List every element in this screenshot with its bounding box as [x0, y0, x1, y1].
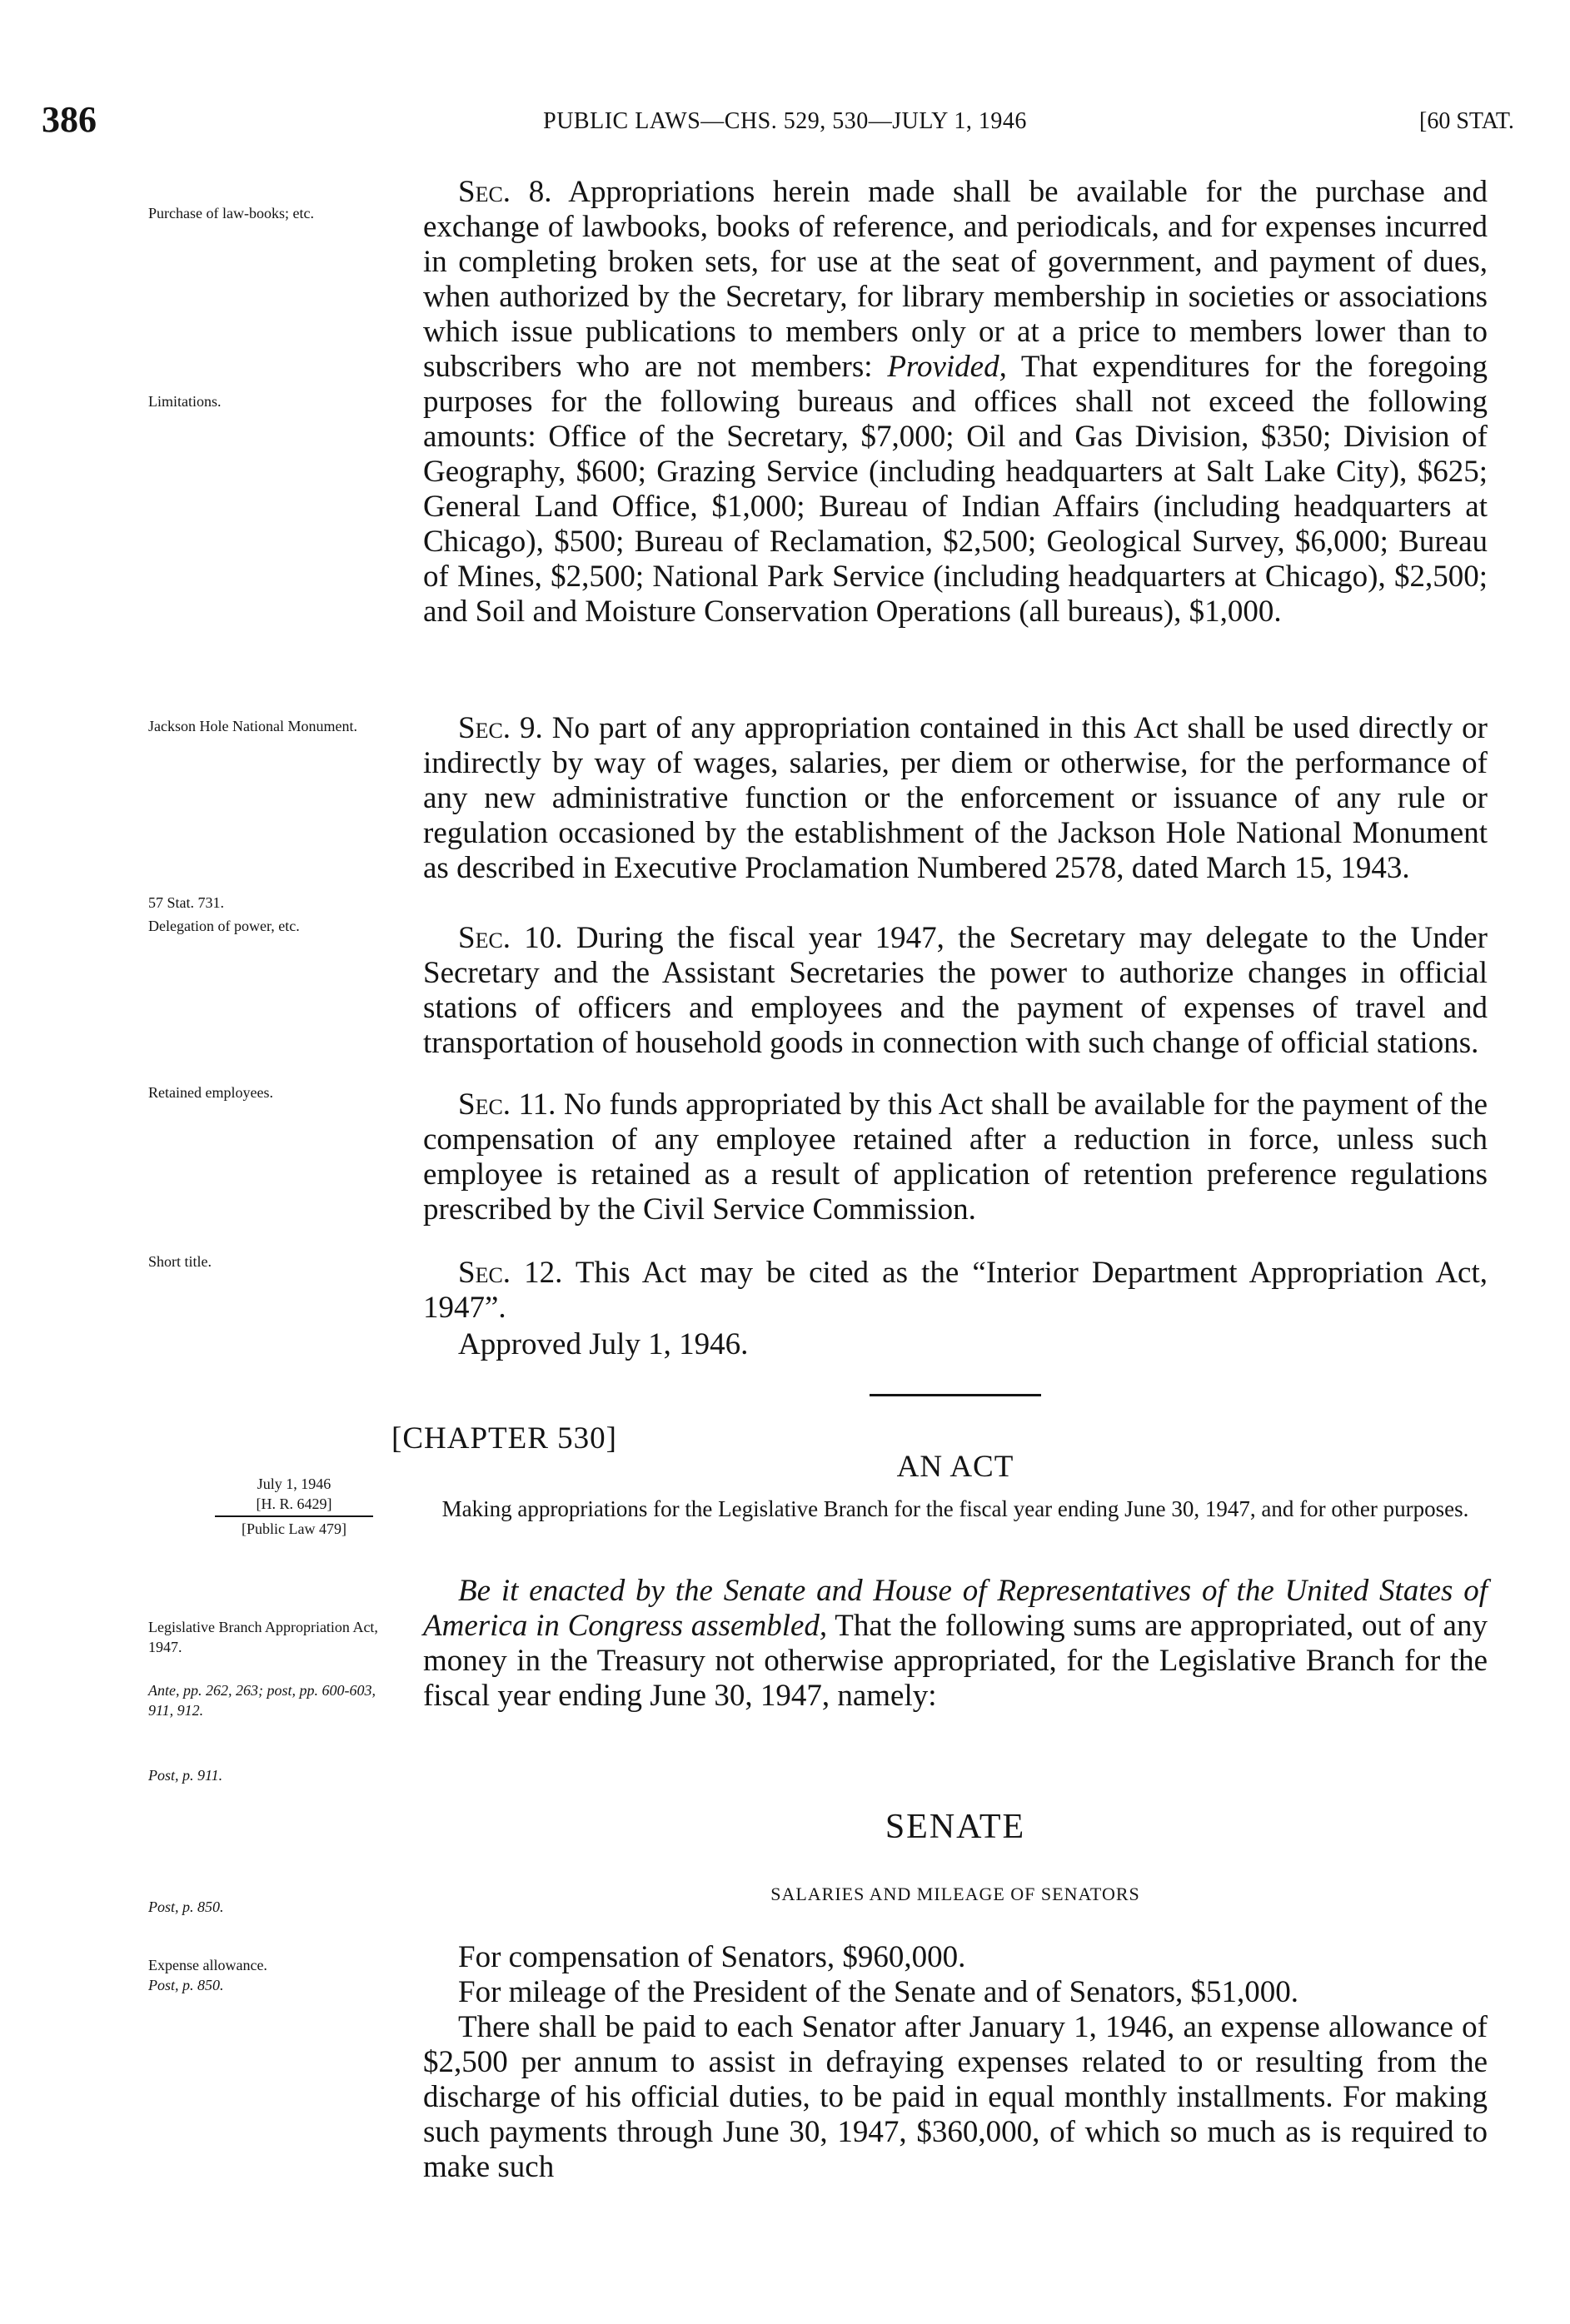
margin-note-post-850: Post, p. 850. — [148, 1899, 224, 1915]
section-11 — [423, 1087, 1488, 1227]
statute-reference: [60 STAT. — [1419, 108, 1514, 134]
senate-para-3: There shall be paid to each Senator after January 1, 1946, an expense allowance of $2,500 per annum to assist in defraying expenses related to or resulting from the discharge of his official duties, to be paid in equal monthly installments. For making such payments through June 30, 1947, $360,000, of which so much as is required to make such — [423, 2010, 1488, 2184]
margin-note-retained: Retained employees. — [148, 1084, 273, 1101]
section-8 — [423, 175, 1488, 630]
margin-note-jackson-hole: Jackson Hole National Monument. — [148, 718, 357, 734]
section-10 — [423, 921, 1488, 1061]
section-12-label: Sec. 12. — [458, 1256, 563, 1290]
section-8-text: Appropriations herein made shall be available for the purchase and exchange of lawbooks, books of reference, and periodicals, and for expenses incurred in completing broken sets, for use at the seat of government, and payment of dues, when authorized by the Secretary, for library membership in societies or associations which issue publications to members only or at a price to members lower than to subscribers who are not members: — [423, 175, 1488, 384]
section-11-label: Sec. 11. — [458, 1087, 556, 1122]
section-8-label: Sec. 8. — [458, 175, 552, 209]
margin-note-post-911: Post, p. 911. — [148, 1767, 223, 1784]
section-9-label: Sec. 9. — [458, 711, 543, 745]
provided-italic: Provided, — [887, 350, 1007, 384]
senate-para-1: For compensation of Senators, $960,000. — [458, 1940, 966, 1974]
margin-rule — [215, 1515, 373, 1517]
margin-note-limitations: Limitations. — [148, 393, 222, 410]
act-title: AN ACT — [896, 1450, 1014, 1484]
section-10-text: During the fiscal year 1947, the Secretary may delegate to the Under Secretary and the Assistant Secretaries the power to authorize changes in official stations of officers and employees and the payment of expenses of travel and transportation of household goods in connection with such change of official stations. — [423, 921, 1488, 1060]
senate-body — [423, 1940, 1488, 2185]
chapter-label: [CHAPTER 530] — [391, 1421, 617, 1456]
margin-note-chapter-bill: [H. R. 6429] — [256, 1495, 332, 1512]
margin-note-chapter-date: July 1, 1946 — [257, 1476, 331, 1492]
section-12 — [423, 1256, 1488, 1326]
section-10-label: Sec. 10. — [458, 921, 563, 955]
running-title: PUBLIC LAWS—CHS. 529, 530—JULY 1, 1946 — [543, 108, 1027, 134]
margin-note-short-title: Short title. — [148, 1253, 212, 1270]
margin-note-purchase: Purchase of law-books; etc. — [148, 205, 314, 221]
page-number: 386 — [42, 99, 97, 140]
approval-line — [423, 1327, 1488, 1362]
section-9-text: No part of any appropriation contained in this Act shall be used directly or indirectly by way of wages, salaries, per diem or otherwise, for the performance of any new administrative function or the enforcement or issuance of any rule or regulation occasioned by the establishment of the Jackson Hole National Monument as described in Executive Proclamation Numbered 2578, dated March 15, 1943. — [423, 711, 1488, 885]
enacting-italic: Be it enacted by the Senate and House of Representatives of the United States of America in Congress assembled, — [423, 1574, 1488, 1643]
margin-note-legislative: Legislative Branch Appropriation Act, 1947. — [148, 1619, 378, 1655]
page-header — [0, 98, 1570, 148]
section-9 — [423, 711, 1488, 886]
act-description: Making appropriations for the Legislative Branch for the fiscal year ending June 30, 1947, and for other purposes. — [441, 1496, 1469, 1521]
margin-note-delegation: Delegation of power, etc. — [148, 918, 300, 934]
enacting-rest: That the following sums are appropriated, out of any money in the Treasury not otherwise appropriated, for the Legislative Branch for the fiscal year ending June 30, 1947, namely: — [423, 1609, 1488, 1713]
margin-note-ante: Ante, pp. 262, 263; post, pp. 600-603, 911, 912. — [148, 1682, 376, 1719]
section-11-text: No funds appropriated by this Act shall be available for the payment of the compensation of any employee retained after a reduction in force, unless such employee is retained as a result of application of retention preference regulations prescribed by the Civil Service Commission. — [423, 1087, 1488, 1227]
approved-text: Approved July 1, 1946. — [458, 1327, 749, 1361]
senate-heading: SENATE — [885, 1808, 1026, 1846]
section-12-text: This Act may be cited as the “Interior Department Appropriation Act, 1947”. — [423, 1256, 1488, 1325]
enacting-clause — [423, 1574, 1488, 1714]
margin-note-expense-allowance: Expense allowance. — [148, 1957, 267, 1973]
section-divider-rule — [870, 1394, 1041, 1396]
margin-note-chapter-law: [Public Law 479] — [242, 1520, 346, 1537]
senate-subheading: SALARIES AND MILEAGE OF SENATORS — [770, 1884, 1140, 1904]
margin-note-post-850-b: Post, p. 850. — [148, 1977, 224, 1993]
section-8-text-continued: That expenditures for the foregoing purposes for the following bureaus and offices shall not exceed the following amounts: Office of the Secretary, $7,000; Oil and Gas Division, $350; Division of Geography, $600; Grazing Service (including headquarters at Salt Lake City), $625; General Land Office, $1,000; Bureau of Indian Affairs (including headquarters at Chicago), $500; Bureau of Reclamation, $2,500; Geological Survey, $6,000; Bureau of Mines, $2,500; National Park Service (including headquarters at Chicago), $2,500; and Soil and Moisture Conservation Operations (all bureaus), $1,000. — [423, 350, 1488, 629]
margin-note-stat-ref: 57 Stat. 731. — [148, 894, 225, 911]
senate-para-2: For mileage of the President of the Senate and of Senators, $51,000. — [458, 1975, 1299, 2009]
